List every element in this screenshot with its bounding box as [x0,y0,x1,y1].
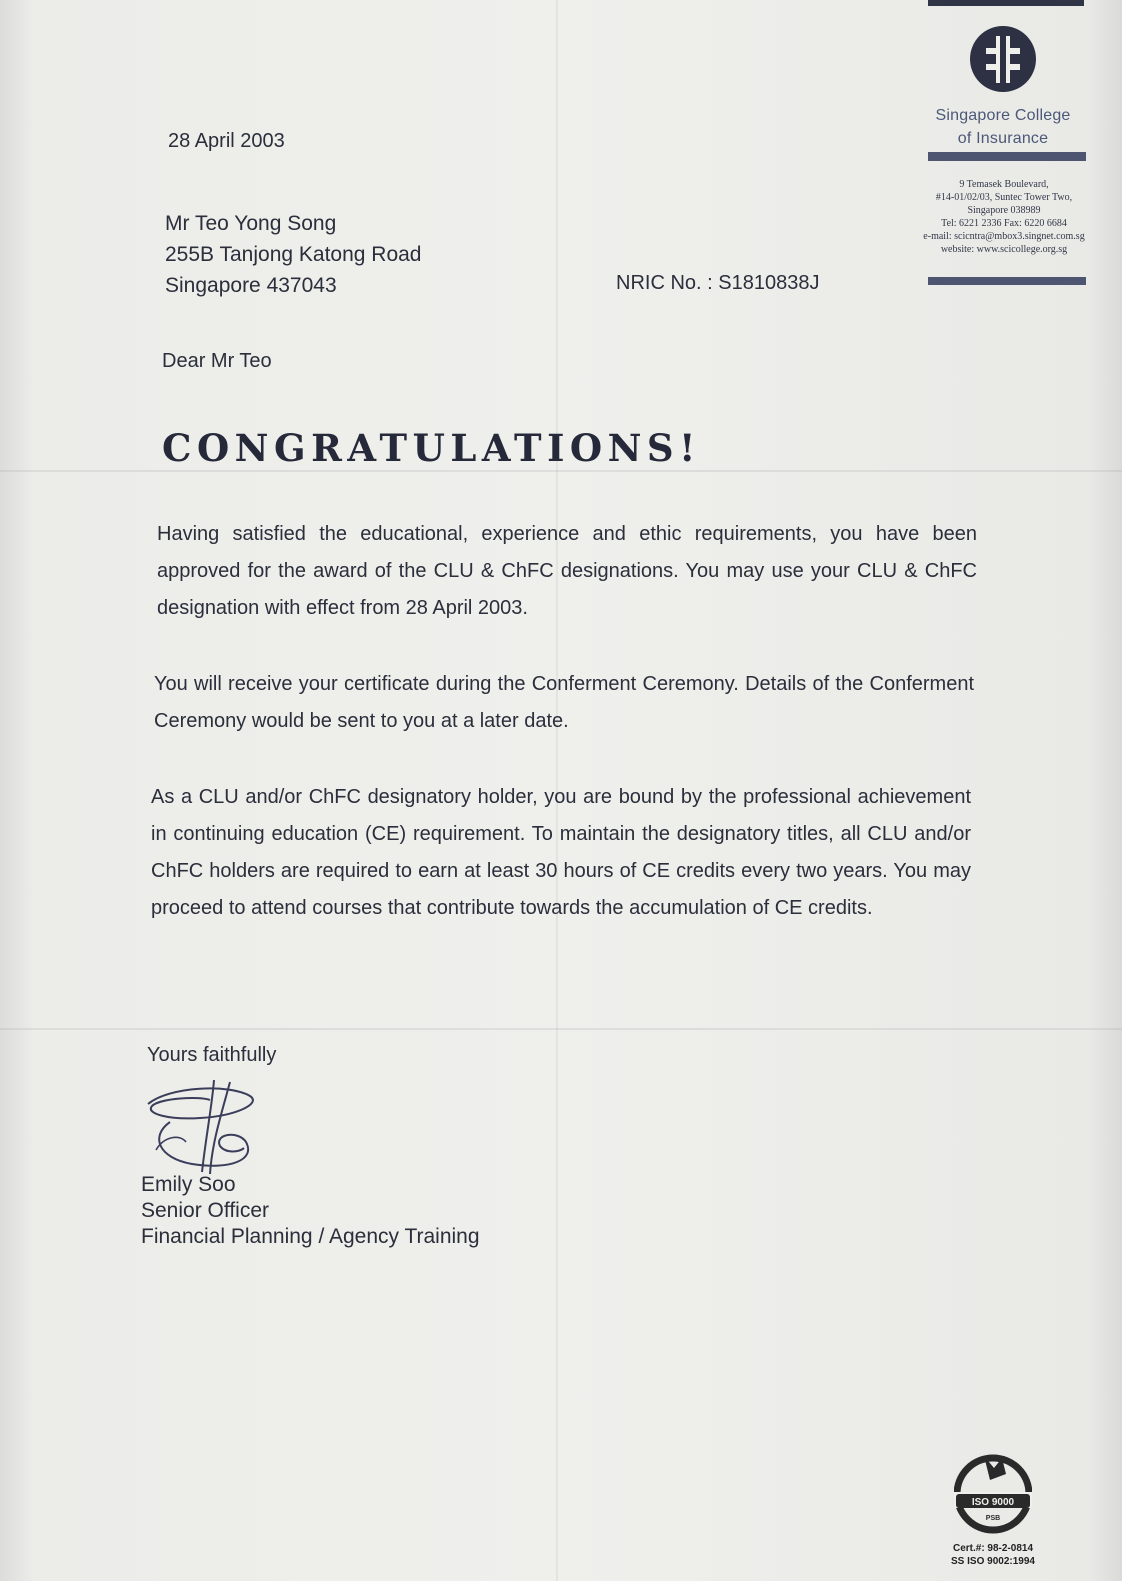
body-paragraph: You will receive your certificate during the Conferment Ceremony. Details of the Conferment Ceremony would be sent to you at a later date. [154,673,974,732]
address-line: e-mail: scicntra@mbox3.singnet.com.sg [923,231,1085,242]
sci-logo-icon [968,24,1038,94]
signatory-name: Emily Soo [141,1173,236,1196]
iso-sub-text: PSB [985,1515,1001,1522]
address-line: Tel: 6221 2336 Fax: 6220 6684 [941,218,1067,229]
signatory-title: Senior Officer [141,1199,269,1222]
iso-badge-text: ISO 9000 [971,1497,1015,1508]
signatory-block [141,1172,480,1250]
recipient-address [165,208,422,301]
college-name [920,104,1086,150]
body-paragraph: Having satisfied the educational, experience and ethic requirements, you have been approved for the award of the CLU & ChFC designations. You may use your CLU & ChFC designation with effect from 28 April 2003. [157,523,977,619]
iso-standard: SS ISO 9002:1994 [951,1556,1035,1567]
letterhead-top-bar [928,0,1084,6]
salutation: Dear Mr Teo [162,350,272,372]
iso-certification-text [934,1542,1052,1568]
iso-certification-logo-icon [954,1450,1032,1536]
body-paragraph: As a CLU and/or ChFC designatory holder, you are bound by the professional achievement in continuing education (CE) requirement. To maintain the designatory titles, all CLU and/or ChFC holders are required to earn at least 30 hours of CE credits every two years. You may proceed to attend courses that contribute towards the accumulation of CE credits. [151,786,971,919]
recipient-address-line: Singapore 437043 [165,274,337,297]
recipient-address-line: 255B Tanjong Katong Road [165,243,422,266]
address-line: #14-01/02/03, Suntec Tower Two, [935,192,1073,203]
nric-number: NRIC No. : S1810838J [616,272,820,294]
address-line: website: www.scicollege.org.sg [940,244,1068,255]
letter-date: 28 April 2003 [168,130,285,152]
recipient-name: Mr Teo Yong Song [165,212,337,235]
address-line: Singapore 038989 [967,205,1041,216]
congratulations-heading: CONGRATULATIONS! [162,426,701,470]
letterhead-rule [928,152,1086,161]
college-address [918,178,1090,256]
college-name-line2: of Insurance [957,130,1049,147]
signatory-department: Financial Planning / Agency Training [141,1225,480,1248]
college-name-line1: Singapore College [935,107,1071,124]
paper-fold-line [0,470,1122,472]
cert-number: Cert.#: 98-2-0814 [952,1543,1034,1554]
paper-fold-line [0,1028,1122,1030]
address-line: 9 Temasek Boulevard, [959,179,1049,190]
letterhead-rule [928,277,1086,285]
closing: Yours faithfully [147,1044,277,1066]
